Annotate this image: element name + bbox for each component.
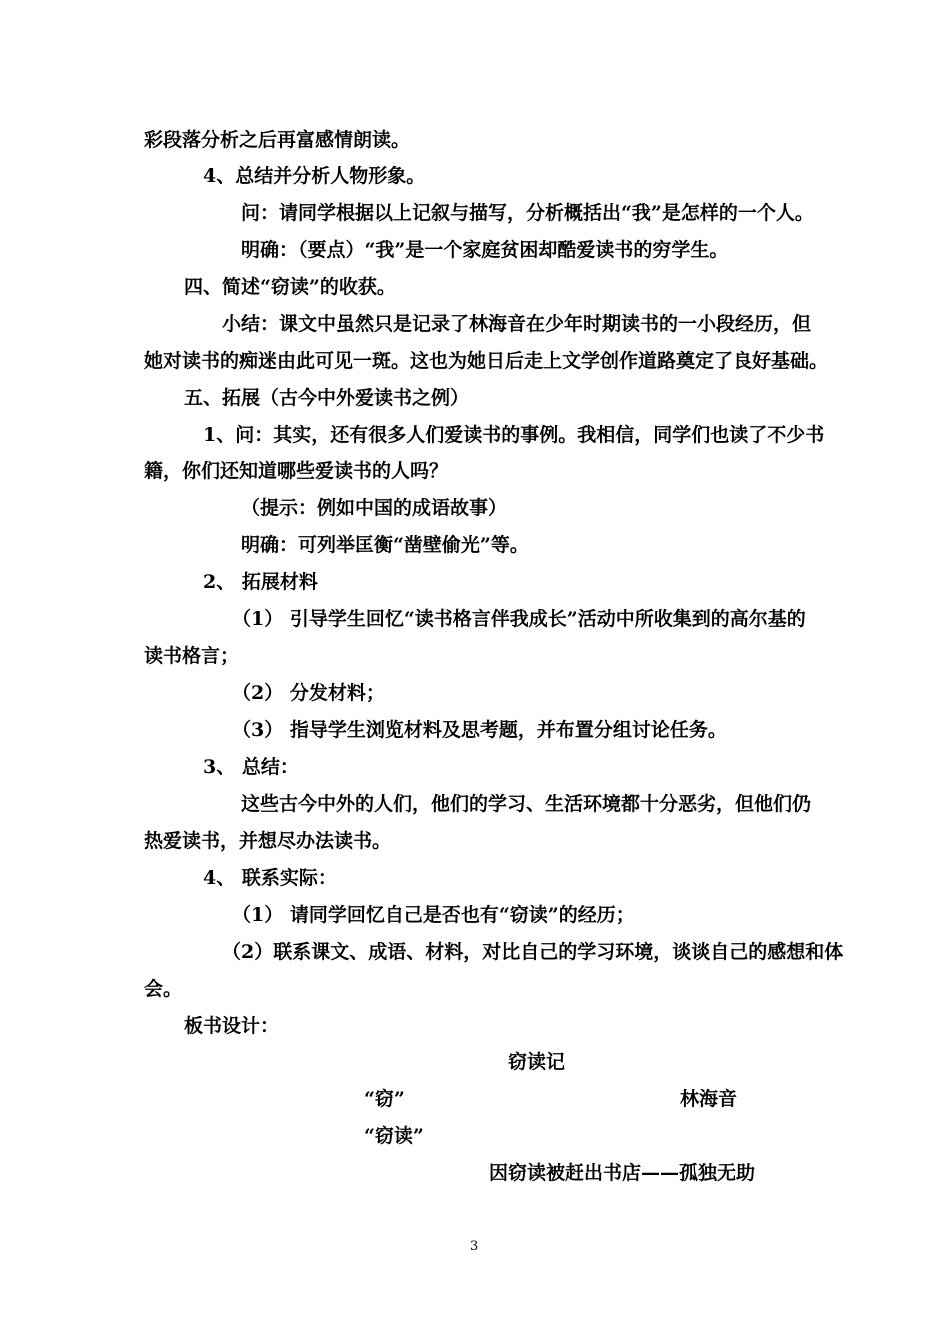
text-line: 4、 联系实际：	[203, 867, 337, 889]
board-item-qiedu: “窃读”	[364, 1125, 424, 1147]
text-line: 这些古今中外的人们，他们的学习、生活环境都十分恶劣，但他们仍	[241, 793, 812, 815]
text-line: （2） 分发材料；	[232, 682, 385, 704]
page-number: 3	[470, 1239, 479, 1254]
text-line: 1、问：其实，还有很多人们爱读书的事例。我相信，同学们也读了不少书	[203, 424, 825, 446]
text-line: 籍，你们还知道哪些爱读书的人吗？	[144, 460, 449, 482]
text-line: 4、总结并分析人物形象。	[203, 165, 426, 187]
text-line: （1） 请同学回忆自己是否也有“窃读”的经历；	[232, 904, 635, 926]
text-line: 问：请同学根据以上记叙与描写，分析概括出“我”是怎样的一个人。	[241, 202, 814, 224]
board-item-driven-out: 因窃读被赶出书店——孤独无助	[489, 1162, 756, 1184]
text-line: 彩段落分析之后再富感情朗读。	[144, 129, 411, 151]
text-line: 2、 拓展材料	[203, 571, 318, 593]
text-line: 3、 总结：	[203, 756, 299, 778]
board-item-qie: “窃”	[364, 1088, 405, 1110]
text-line: （1） 引导学生回忆“读书格言伴我成长”活动中所收集到的高尔基的	[232, 608, 806, 630]
text-line: （3） 指导学生浏览材料及思考题，并布置分组讨论任务。	[232, 719, 727, 741]
text-line: （2）联系课文、成语、材料，对比自己的学习环境，谈谈自己的感想和体	[222, 941, 844, 963]
text-line: （提示：例如中国的成语故事）	[241, 497, 508, 519]
text-line: 五、拓展（古今中外爱读书之例）	[184, 387, 470, 409]
text-line: 读书格言；	[144, 645, 240, 667]
text-line: 热爱读书，并想尽办法读书。	[144, 830, 392, 852]
text-line: 明确：可列举匡衡“凿壁偷光”等。	[241, 534, 529, 556]
text-line: 板书设计：	[184, 1015, 280, 1037]
board-author: 林海音	[680, 1088, 738, 1110]
text-line: 小结：课文中虽然只是记录了林海音在少年时期读书的一小段经历，但	[222, 313, 812, 335]
text-line: 会。	[144, 978, 183, 1000]
board-title: 窃读记	[508, 1051, 566, 1073]
text-line: 四、简述“窃读”的收获。	[184, 276, 396, 298]
text-line: 明确：（要点）“我”是一个家庭贫困却酷爱读书的穷学生。	[241, 239, 729, 261]
text-line: 她对读书的痴迷由此可见一斑。这也为她日后走上文学创作道路奠定了良好基础。	[144, 350, 829, 372]
